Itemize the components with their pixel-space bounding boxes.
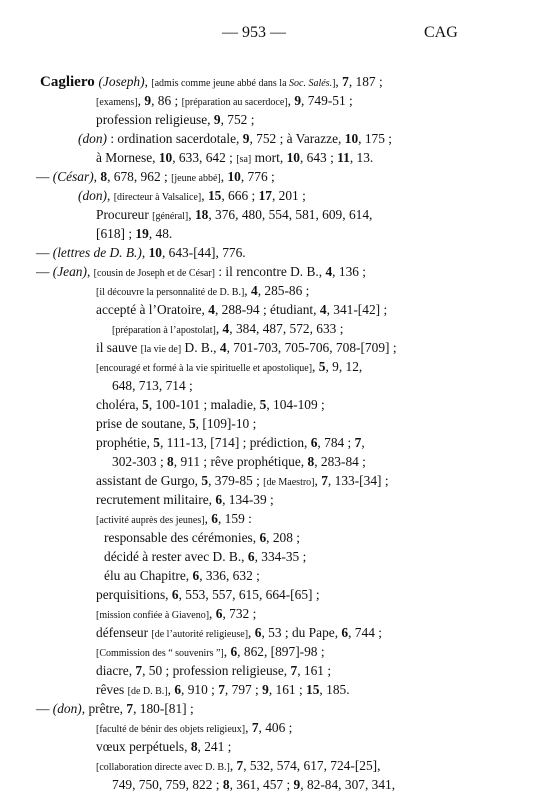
editorial-note: [il découvre la personnalité de D. B.] (96, 287, 245, 298)
entry-text: (Jean) (52, 264, 87, 279)
index-line (96, 110, 254, 129)
entry-text: , prêtre, (81, 701, 127, 716)
entry-text: , (201, 188, 208, 203)
entry-text: (lettres de D. B.) (52, 245, 142, 260)
index-line (104, 528, 300, 547)
entry-text: prise de soutane, (96, 416, 189, 431)
volume-number: 6 (215, 606, 223, 621)
entry-text: , 752 ; (220, 112, 255, 127)
index-line (96, 224, 172, 243)
index-line (96, 585, 320, 604)
entry-text: , 50 ; profession religieuse, (142, 663, 291, 678)
entry-text: , (204, 511, 212, 526)
volume-number: 6 (211, 511, 218, 526)
entry-text: , (137, 93, 145, 108)
entry-text: D. B., (181, 340, 220, 355)
entry-text: diacre, (96, 663, 136, 678)
entry-text: , 643 ; (299, 150, 338, 165)
volume-number: 10 (344, 131, 359, 146)
editorial-note: [préparation à l’apostolat] (112, 325, 216, 336)
volume-number: 7 (236, 758, 244, 773)
entry-text: , 111-13, [714] ; prédiction, (159, 435, 311, 450)
index-line (96, 490, 274, 509)
entry-text: , 159 : (217, 511, 252, 526)
editorial-note: [collaboration directe avec D. B.] (96, 762, 230, 773)
entry-text: , 133-[34] ; (327, 473, 389, 488)
index-line (96, 509, 252, 530)
volume-number: 6 (230, 644, 238, 659)
entry-text: , 776 ; (240, 169, 275, 184)
entry-text: (César) (52, 169, 94, 184)
entry-text: , 752 ; à Varazze, (249, 131, 345, 146)
entry-text: , 100-101 ; maladie, (148, 397, 260, 412)
volume-number: 17 (258, 188, 272, 203)
volume-number: 15 (306, 682, 320, 697)
index-line (36, 243, 246, 262)
entry-text: , (209, 606, 216, 621)
editorial-note: [admis comme jeune abbé dans la (151, 78, 290, 89)
entry-text: , 911 ; rêve prophétique, (173, 454, 308, 469)
page-number: — 953 — (222, 24, 286, 41)
entry-text: 302-303 ; (112, 454, 168, 469)
entry-text: , 406 ; (258, 720, 293, 735)
volume-number: 8 (190, 739, 198, 754)
editorial-note: [de l’autorité religieuse] (151, 629, 249, 640)
entry-text: , 187 ; (348, 74, 383, 89)
index-line (78, 129, 392, 148)
editorial-note: [Commission des “ souvenirs ”] (96, 648, 224, 659)
volume-number: 6 (174, 682, 182, 697)
volume-number: 4 (219, 340, 227, 355)
volume-number: 4 (208, 302, 215, 317)
index-line (96, 148, 373, 169)
entry-text: perquisitions, (96, 587, 172, 602)
entry-text: , (215, 321, 223, 336)
volume-number: 5 (188, 416, 196, 431)
entry-text: il sauve (96, 340, 141, 355)
entry-text: , 678, 962 ; (107, 169, 172, 184)
index-line (96, 680, 350, 701)
entry-text: prophétie, (96, 435, 154, 450)
entry-text: , [109]-10 ; (195, 416, 257, 431)
entry-text: , 180-[81] ; (133, 701, 194, 716)
volume-number: 9 (262, 682, 269, 697)
volume-number: 10 (227, 169, 241, 184)
entry-text: , 136 ; (332, 264, 367, 279)
entry-text: décidé à rester avec D. B., (104, 549, 248, 564)
entry-text: , 48. (148, 226, 173, 241)
entry-text: , (244, 283, 251, 298)
volume-number: 9 (293, 777, 301, 792)
entry-text: , 9, 12, (325, 359, 363, 374)
volume-number: 11 (337, 150, 350, 165)
volume-number: 7 (321, 473, 328, 488)
entry-text: , 185. (319, 682, 350, 697)
index-line (96, 623, 382, 644)
editorial-note: [jeune abbé] (171, 173, 221, 184)
entry-text: , 241 ; (197, 739, 232, 754)
index-line (112, 452, 366, 471)
entry-text: , 384, 487, 572, 633 ; (229, 321, 344, 336)
editorial-note: [directeur à Valsalice] (113, 192, 202, 203)
entry-text: : ordination sacerdotale, (107, 131, 243, 146)
volume-number: 9 (213, 112, 221, 127)
volume-number: 4 (250, 283, 258, 298)
entry-text: , 749-51 ; (301, 93, 353, 108)
volume-number: 4 (319, 302, 327, 317)
entry-text: , (220, 169, 228, 184)
entry-text: responsable des cérémonies, (104, 530, 260, 545)
index-line (36, 699, 194, 718)
entry-text: , (314, 473, 322, 488)
entry-text: choléra, (96, 397, 143, 412)
entry-text: , 208 ; (266, 530, 300, 545)
entry-text: vœux perpétuels, (96, 739, 191, 754)
volume-number: 19 (135, 226, 149, 241)
index-line (36, 167, 275, 188)
editorial-note: Soc. Salés. (289, 78, 333, 89)
entry-text: , (223, 644, 231, 659)
index-line (96, 395, 325, 414)
index-line (78, 186, 306, 207)
entry-text: , (188, 207, 195, 222)
entry-text: — (36, 701, 53, 716)
entry-text: — (36, 245, 53, 260)
entry-text: recrutement militaire, (96, 492, 216, 507)
index-line (104, 547, 306, 566)
index-line (96, 604, 256, 625)
index-line (36, 262, 366, 283)
volume-number: 8 (307, 454, 315, 469)
editorial-note: [de D. B.] (127, 686, 168, 697)
volume-number: 9 (144, 93, 152, 108)
index-line (96, 357, 362, 378)
index-line (112, 376, 193, 395)
entry-text: , 910 ; (181, 682, 219, 697)
entry-text: (Joseph) (98, 74, 145, 89)
entry-text: , (141, 245, 149, 260)
entry-text: , (167, 682, 175, 697)
entry-text: , 104-109 ; (266, 397, 325, 412)
entry-text: , 553, 557, 615, 664-[65] ; (178, 587, 320, 602)
entry-text: , 288-94 ; étudiant, (214, 302, 320, 317)
index-line (96, 471, 389, 492)
entry-text: , 862, [897]-98 ; (237, 644, 325, 659)
entry-text: (don) (52, 701, 82, 716)
entry-text: , (335, 74, 343, 89)
volume-number: 9 (242, 131, 250, 146)
volume-number: 7 (218, 682, 225, 697)
entry-text: , 175 ; (358, 131, 392, 146)
entry-text: , (93, 169, 101, 184)
entry-text: 648, 713, 714 ; (112, 378, 193, 393)
entry-text: , 379-85 ; (208, 473, 264, 488)
entry-text: , (144, 74, 152, 89)
index-line (96, 737, 231, 756)
volume-number: 7 (251, 720, 259, 735)
editorial-note: [mission confiée à Giaveno] (96, 610, 210, 621)
running-head: CAG (424, 24, 458, 41)
entry-text: , 334-35 ; (254, 549, 307, 564)
entry-text: , 285-86 ; (257, 283, 310, 298)
entry-text: , 86 ; (151, 93, 182, 108)
entry-text: , 201 ; (271, 188, 306, 203)
entry-text: , 744 ; (348, 625, 382, 640)
volume-number: 7 (354, 435, 362, 450)
entry-text: (don) (78, 131, 108, 146)
entry-text: , 784 ; (317, 435, 355, 450)
volume-number: 5 (142, 397, 149, 412)
entry-text: , (287, 93, 295, 108)
editorial-note: [de Maestro] (263, 477, 315, 488)
editorial-note: [sa] (236, 154, 252, 165)
volume-number: 6 (310, 435, 318, 450)
entry-text: , 666 ; (221, 188, 259, 203)
volume-number: 5 (201, 473, 209, 488)
volume-number: 6 (247, 549, 255, 564)
index-line (96, 414, 256, 433)
entry-text: , 341-[42] ; (326, 302, 388, 317)
entry-text: , 732 ; (222, 606, 257, 621)
entry-text: accepté à l’Oratoire, (96, 302, 209, 317)
entry-text: élu au Chapitre, (104, 568, 193, 583)
volume-number: 7 (342, 74, 349, 89)
index-line (96, 205, 372, 226)
index-line (96, 338, 397, 359)
editorial-note: [encouragé et formé à la vie spirituelle et apostolique] (96, 363, 313, 374)
editorial-note: [préparation au sacerdoce] (181, 97, 288, 108)
entry-text: — (36, 264, 53, 279)
index-line (96, 756, 380, 777)
index-line (96, 91, 353, 112)
entry-text: , 82-84, 307, 341, (300, 777, 396, 792)
volume-number: Cagliero (40, 74, 99, 90)
volume-number: 10 (286, 150, 300, 165)
entry-text: à Mornese, (96, 150, 159, 165)
volume-number: 6 (215, 492, 223, 507)
volume-number: 4 (325, 264, 333, 279)
entry-text: rêves (96, 682, 128, 697)
entry-text: , (107, 188, 114, 203)
entry-text: , 53 ; du Pape, (261, 625, 342, 640)
entry-text: , 532, 574, 617, 724-[25], (243, 758, 381, 773)
editorial-note: [cousin de Joseph et de César] (93, 268, 216, 279)
entry-text: profession religieuse, (96, 112, 214, 127)
editorial-note: [la vie de] (140, 344, 182, 355)
entry-text: , 134-39 ; (222, 492, 274, 507)
index-line (96, 718, 292, 739)
editorial-note: [faculté de bénir des objets religieux] (96, 724, 246, 735)
entry-text: Procureur (96, 207, 153, 222)
index-line (112, 775, 395, 794)
editorial-note: [général] (152, 211, 189, 222)
entry-text: , 283-84 ; (314, 454, 366, 469)
entry-text: , (229, 758, 237, 773)
entry-text: , 13. (349, 150, 374, 165)
volume-number: 7 (290, 663, 298, 678)
volume-number: 8 (100, 169, 108, 184)
volume-number: 6 (341, 625, 349, 640)
volume-number: 10 (148, 245, 162, 260)
volume-number: 10 (158, 150, 173, 165)
entry-text: , (248, 625, 255, 640)
volume-number: 8 (222, 777, 230, 792)
volume-number: 6 (254, 625, 262, 640)
index-line (96, 661, 331, 680)
entry-text: , (245, 720, 252, 735)
entry-text: : il rencontre D. B., (215, 264, 326, 279)
entry-text: , (361, 435, 365, 450)
entry-text: mort, (251, 150, 287, 165)
volume-number: 5 (318, 359, 326, 374)
entry-text: , 376, 480, 554, 581, 609, 614, (208, 207, 373, 222)
volume-number: 4 (222, 321, 230, 336)
entry-text: , (312, 359, 319, 374)
entry-text: , 701-703, 705-706, 708-[709] ; (226, 340, 397, 355)
entry-text: , 161 ; (297, 663, 332, 678)
volume-number: 18 (194, 207, 209, 222)
entry-text: , 336, 632 ; (199, 568, 260, 583)
entry-text: , (86, 264, 94, 279)
entry-text: assistant de Gurgo, (96, 473, 202, 488)
entry-text: , 161 ; (268, 682, 307, 697)
editorial-note: [examens] (96, 97, 138, 108)
entry-text: 749, 750, 759, 822 ; (112, 777, 223, 792)
entry-text: — (36, 169, 53, 184)
volume-number: 7 (135, 663, 143, 678)
entry-text: , 643-[44], 776. (161, 245, 246, 260)
index-line (104, 566, 260, 585)
entry-text: , 797 ; (224, 682, 263, 697)
volume-number: 6 (259, 530, 267, 545)
volume-number: 8 (167, 454, 174, 469)
entry-text: défenseur (96, 625, 152, 640)
editorial-note: ] (332, 78, 336, 89)
entry-text: (don) (78, 188, 108, 203)
volume-number: 7 (126, 701, 134, 716)
volume-number: 6 (171, 587, 179, 602)
index-line (96, 300, 387, 319)
index-line (96, 281, 309, 302)
volume-number: 6 (192, 568, 200, 583)
volume-number: 5 (259, 397, 267, 412)
entry-text: [618] ; (96, 226, 136, 241)
index-line (112, 319, 343, 340)
index-line (96, 433, 365, 452)
volume-number: 15 (207, 188, 222, 203)
volume-number: 9 (294, 93, 302, 108)
entry-text: , 633, 642 ; (172, 150, 237, 165)
index-line (40, 72, 383, 93)
editorial-note: [activité auprès des jeunes] (96, 515, 205, 526)
index-line (96, 642, 325, 663)
entry-text: , 361, 457 ; (229, 777, 294, 792)
volume-number: 5 (153, 435, 160, 450)
